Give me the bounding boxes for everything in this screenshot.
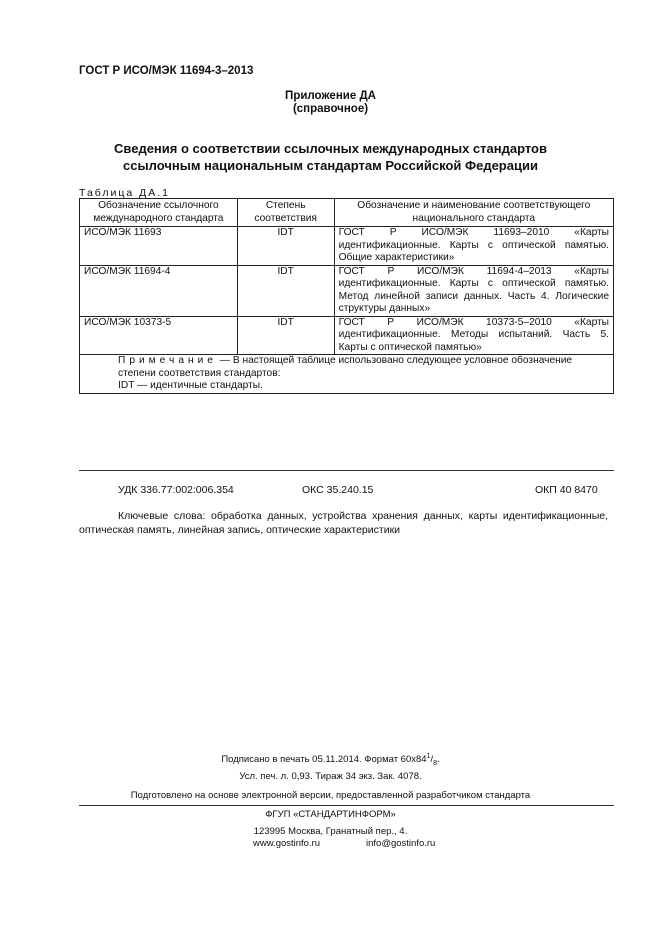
header-intl-standard: Обозначение ссылочного международного стандарта <box>80 199 238 227</box>
degree-cell: IDT <box>237 316 334 355</box>
website-link[interactable]: www.gostinfo.ru <box>253 838 321 849</box>
table-header-row <box>80 199 614 227</box>
note-text: — В настоящей таблице использовано следующее условное обозначение степени соответствия стандартов: <box>118 355 573 379</box>
keywords-text: Ключевые слова: обработка данных, устройства хранения данных, карты идентификационные, оптическая память, линейная запись, оптические характеристики <box>79 510 608 536</box>
annex-heading <box>0 90 661 116</box>
table-row <box>80 227 614 266</box>
table-note-row <box>80 355 614 394</box>
national-standard-cell: ГОСТ Р ИСО/МЭК 11693–2010 «Карты идентификационные. Карты с оптической памятью. Общие характеристики» <box>334 227 613 266</box>
national-standard-cell: ГОСТ Р ИСО/МЭК 10373-5–2010 «Карты идентификационные. Методы испытаний. Часть 5. Карты с оптической памятью» <box>334 316 613 355</box>
header-degree: Степень соответствия <box>237 199 334 227</box>
national-standard-cell: ГОСТ Р ИСО/МЭК 11694-4–2013 «Карты идентификационные. Карты с оптической памятью. Метод линейной записи данных. Часть 4. Логические структуры данных» <box>334 265 613 316</box>
intl-standard-cell: ИСО/МЭК 11693 <box>80 227 238 266</box>
note-label: Примечание <box>118 355 217 366</box>
annex-subtitle: (справочное) <box>292 103 369 115</box>
correspondence-table <box>79 198 614 394</box>
degree-cell: IDT <box>237 265 334 316</box>
signed-line: Подписано в печать 05.11.2014. Формат $60x84^1/_8$. <box>221 753 440 768</box>
publisher-address: 123995 Москва, Гранатный пер., 4. <box>253 826 408 837</box>
oks-code: ОКС 35.240.15 <box>302 484 374 496</box>
print-info: Усл. печ. л. 0,93. Тираж 34 экз. Зак. 4078. <box>239 771 422 782</box>
publisher-name: ФГУП «СТАНДАРТИНФОРМ» <box>265 809 396 820</box>
udk-code: УДК 336.77:002:006.354 <box>118 484 234 496</box>
note-item: IDT — идентичные стандарты. <box>118 380 263 391</box>
header-national-standard: Обозначение и наименование соответствующего национального стандарта <box>334 199 613 227</box>
table-caption: Таблица ДА.1 <box>79 187 170 199</box>
section-title-line2: ссылочным национальным стандартам Российской Федерации <box>123 158 538 173</box>
table-row <box>80 265 614 316</box>
annex-title: Приложение ДА <box>285 90 376 102</box>
prepared-note: Подготовлено на основе электронной версии, предоставленной разработчиком стандарта <box>130 790 531 801</box>
document-code: ГОСТ Р ИСО/МЭК 11694-3–2013 <box>79 65 254 77</box>
intl-standard-cell: ИСО/МЭК 10373-5 <box>80 316 238 355</box>
intl-standard-cell: ИСО/МЭК 11694-4 <box>80 265 238 316</box>
section-title-line1: Сведения о соответствии ссылочных международных стандартов <box>114 141 547 156</box>
email-link[interactable]: info@gostinfo.ru <box>366 838 436 849</box>
keywords-paragraph <box>79 509 608 537</box>
table-note <box>80 355 614 394</box>
okp-code: ОКП 40 8470 <box>535 484 598 496</box>
degree-cell: IDT <box>237 227 334 266</box>
divider-rule <box>79 470 614 471</box>
table-row <box>80 316 614 355</box>
footer-rule <box>79 805 614 806</box>
section-title <box>0 140 661 174</box>
